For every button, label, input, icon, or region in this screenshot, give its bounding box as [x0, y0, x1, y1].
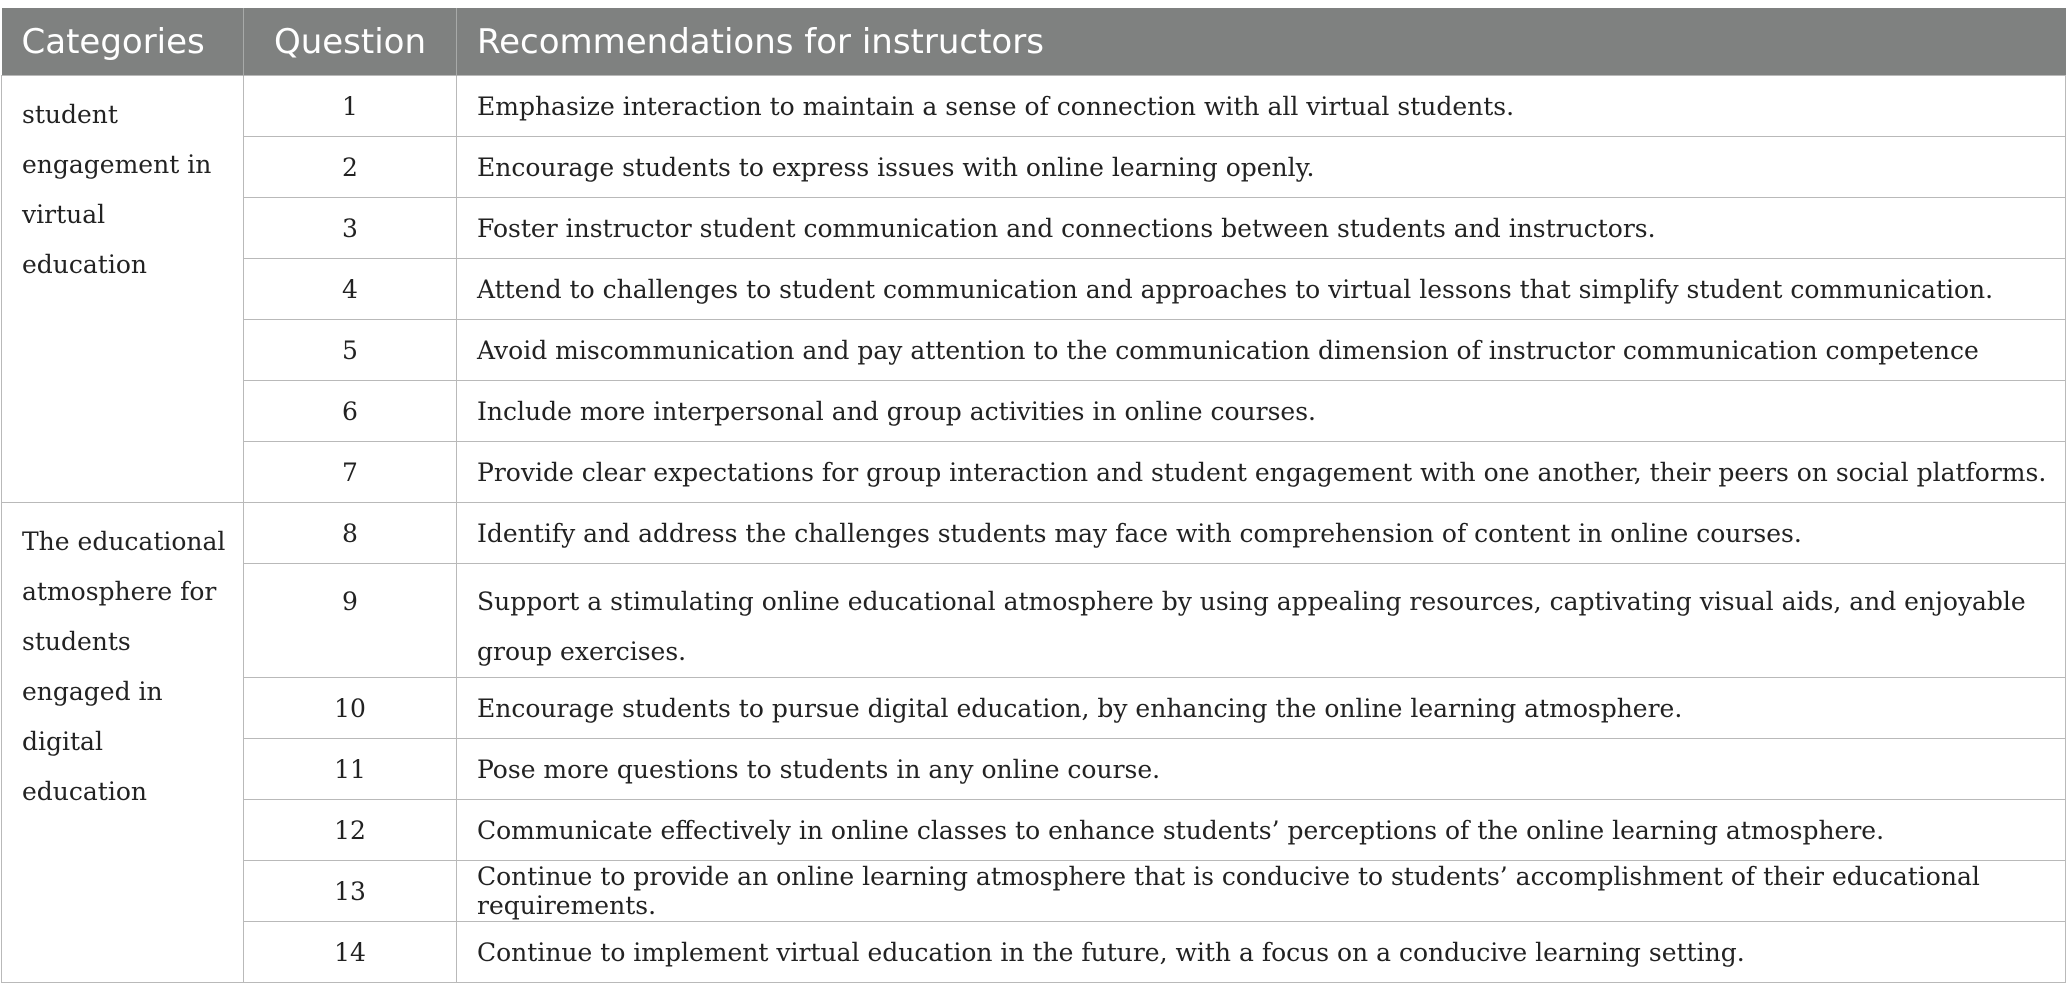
- category-cell: The educational atmosphere for students engaged in digital education: [2, 503, 244, 983]
- header-question: Question: [244, 8, 457, 76]
- table-row: [2, 381, 2066, 442]
- table-header-row: [2, 8, 2066, 76]
- recommendation-text: Continue to provide an online learning atmosphere that is conducive to students’ accomplishment of their educational requirements.: [457, 861, 2066, 922]
- header-categories: Categories: [2, 8, 244, 76]
- recommendation-text: Attend to challenges to student communication and approaches to virtual lessons that simplify student communication.: [457, 259, 2066, 320]
- question-number: 4: [244, 259, 457, 320]
- question-number: 2: [244, 137, 457, 198]
- table-row: [2, 678, 2066, 739]
- question-number: 14: [244, 922, 457, 983]
- recommendation-text: Continue to implement virtual education in the future, with a focus on a conducive learning setting.: [457, 922, 2066, 983]
- header-recommendations: Recommendations for instructors: [457, 8, 2066, 76]
- recommendation-text: Pose more questions to students in any online course.: [457, 739, 2066, 800]
- category-cell: student engagement in virtual education: [2, 76, 244, 503]
- recommendation-text: Encourage students to express issues with online learning openly.: [457, 137, 2066, 198]
- table-row: [2, 564, 2066, 678]
- table-row: [2, 861, 2066, 922]
- question-number: 9: [244, 564, 457, 678]
- recommendation-text: Provide clear expectations for group interaction and student engagement with one another, their peers on social platforms.: [457, 442, 2066, 503]
- recommendation-text: Encourage students to pursue digital education, by enhancing the online learning atmosphere.: [457, 678, 2066, 739]
- table-row: [2, 800, 2066, 861]
- question-number: 12: [244, 800, 457, 861]
- recommendation-text: Communicate effectively in online classes to enhance students’ perceptions of the online learning atmosphere.: [457, 800, 2066, 861]
- question-number: 3: [244, 198, 457, 259]
- table-row: [2, 442, 2066, 503]
- table-row: [2, 503, 2066, 564]
- question-number: 10: [244, 678, 457, 739]
- table-row: [2, 922, 2066, 983]
- table-row: [2, 198, 2066, 259]
- recommendation-text: Support a stimulating online educational atmosphere by using appealing resources, captivating visual aids, and enjoyable group exercises.: [457, 564, 2066, 678]
- recommendation-text: Foster instructor student communication and connections between students and instructors.: [457, 198, 2066, 259]
- question-number: 13: [244, 861, 457, 922]
- recommendations-table: [1, 8, 2066, 983]
- table-row: [2, 76, 2066, 137]
- question-number: 1: [244, 76, 457, 137]
- table-row: [2, 739, 2066, 800]
- question-number: 11: [244, 739, 457, 800]
- table-row: [2, 259, 2066, 320]
- question-number: 6: [244, 381, 457, 442]
- table-row: [2, 137, 2066, 198]
- recommendation-text: Include more interpersonal and group activities in online courses.: [457, 381, 2066, 442]
- table-row: [2, 320, 2066, 381]
- question-number: 5: [244, 320, 457, 381]
- recommendation-text: Identify and address the challenges students may face with comprehension of content in online courses.: [457, 503, 2066, 564]
- question-number: 8: [244, 503, 457, 564]
- recommendation-text: Avoid miscommunication and pay attention to the communication dimension of instructor communication competence: [457, 320, 2066, 381]
- recommendation-text: Emphasize interaction to maintain a sense of connection with all virtual students.: [457, 76, 2066, 137]
- question-number: 7: [244, 442, 457, 503]
- recommendations-table-container: [1, 8, 2065, 983]
